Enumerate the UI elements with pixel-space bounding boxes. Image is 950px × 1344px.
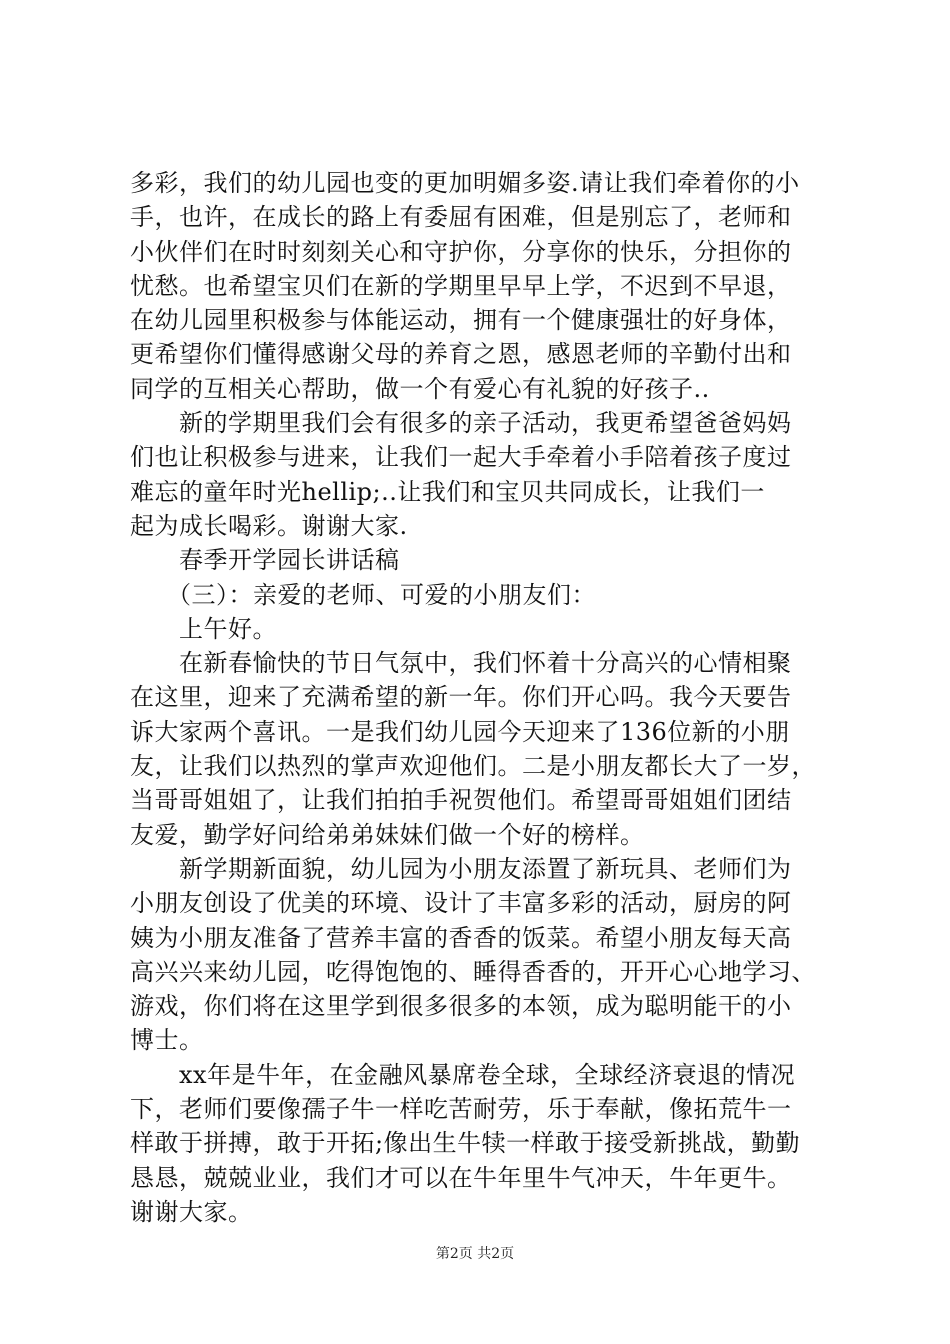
text-line: 小伙伴们在时时刻刻关心和守护你，分享你的快乐，分担你的 (130, 237, 792, 266)
text-line: 游戏，你们将在这里学到很多很多的本领，成为聪明能干的小 (130, 992, 792, 1021)
greeting: 上午好。 (130, 614, 277, 643)
text-line: xx年是牛年，在金融风暴席卷全球，全球经济衰退的情况 (130, 1060, 796, 1089)
document-body (130, 166, 830, 1229)
text-line: 下，老师们要像孺子牛一样吃苦耐劳，乐于奉献，像拓荒牛一 (130, 1095, 792, 1124)
text-line: 友爱，勤学好问给弟弟妹妹们做一个好的榜样。 (130, 820, 645, 849)
text-line: 友，让我们以热烈的掌声欢迎他们。二是小朋友都长大了一岁， (130, 752, 816, 781)
text-line: 博士。 (130, 1026, 204, 1055)
text-line: 小朋友创设了优美的环境、设计了丰富多彩的活动，厨房的阿 (130, 889, 792, 918)
text-line: 手，也许，在成长的路上有委屈有困难，但是别忘了，老师和 (130, 203, 792, 232)
text-line: 姨为小朋友准备了营养丰富的香香的饭菜。希望小朋友每天高 (130, 923, 792, 952)
section-title: 春季开学园长讲话稿 (130, 546, 400, 575)
text-line: 同学的互相关心帮助，做一个有爱心有礼貌的好孩子.. (130, 374, 710, 403)
text-line: 起为成长喝彩。谢谢大家. (130, 511, 408, 540)
text-line: 样敢于拼搏，敢于开拓;像出生牛犊一样敢于接受新挑战，勤勤 (130, 1129, 801, 1158)
text-line: 当哥哥姐姐了，让我们拍拍手祝贺他们。希望哥哥姐姐们团结 (130, 786, 792, 815)
closing-line: 谢谢大家。 (130, 1197, 253, 1226)
text-line: 在幼儿园里积极参与体能运动，拥有一个健康强壮的好身体， (130, 306, 792, 335)
text-line: 新的学期里我们会有很多的亲子活动，我更希望爸爸妈妈 (130, 409, 792, 438)
text-line: 们也让积极参与进来，让我们一起大手牵着小手陪着孩子度过 (130, 443, 792, 472)
text-line: 忧愁。也希望宝贝们在新的学期里早早上学，不迟到不早退， (130, 271, 792, 300)
text-line: 更希望你们懂得感谢父母的养育之恩，感恩老师的辛勤付出和 (130, 340, 792, 369)
text-line: 高兴兴来幼儿园，吃得饱饱的、睡得香香的，开开心心地学习、 (130, 957, 816, 986)
text-line: 新学期新面貌，幼儿园为小朋友添置了新玩具、老师们为 (130, 854, 792, 883)
text-line: 多彩，我们的幼儿园也变的更加明媚多姿.请让我们牵着你的小 (130, 169, 800, 197)
text-line: 恳恳，兢兢业业，我们才可以在牛年里牛气冲天，牛年更牛。 (130, 1163, 792, 1192)
text-line: 诉大家两个喜讯。一是我们幼儿园今天迎来了136位新的小朋 (130, 717, 790, 746)
page-number-footer: 第2页 共2页 (435, 1246, 515, 1262)
salutation: （三）：亲爱的老师、可爱的小朋友们： (130, 580, 596, 609)
text-line: 难忘的童年时光hellip;..让我们和宝贝共同成长，让我们一 (130, 477, 765, 506)
text-line: 在这里，迎来了充满希望的新一年。你们开心吗。我今天要告 (130, 683, 792, 712)
text-line: 在新春愉快的节日气氛中，我们怀着十分高兴的心情相聚 (130, 649, 792, 678)
